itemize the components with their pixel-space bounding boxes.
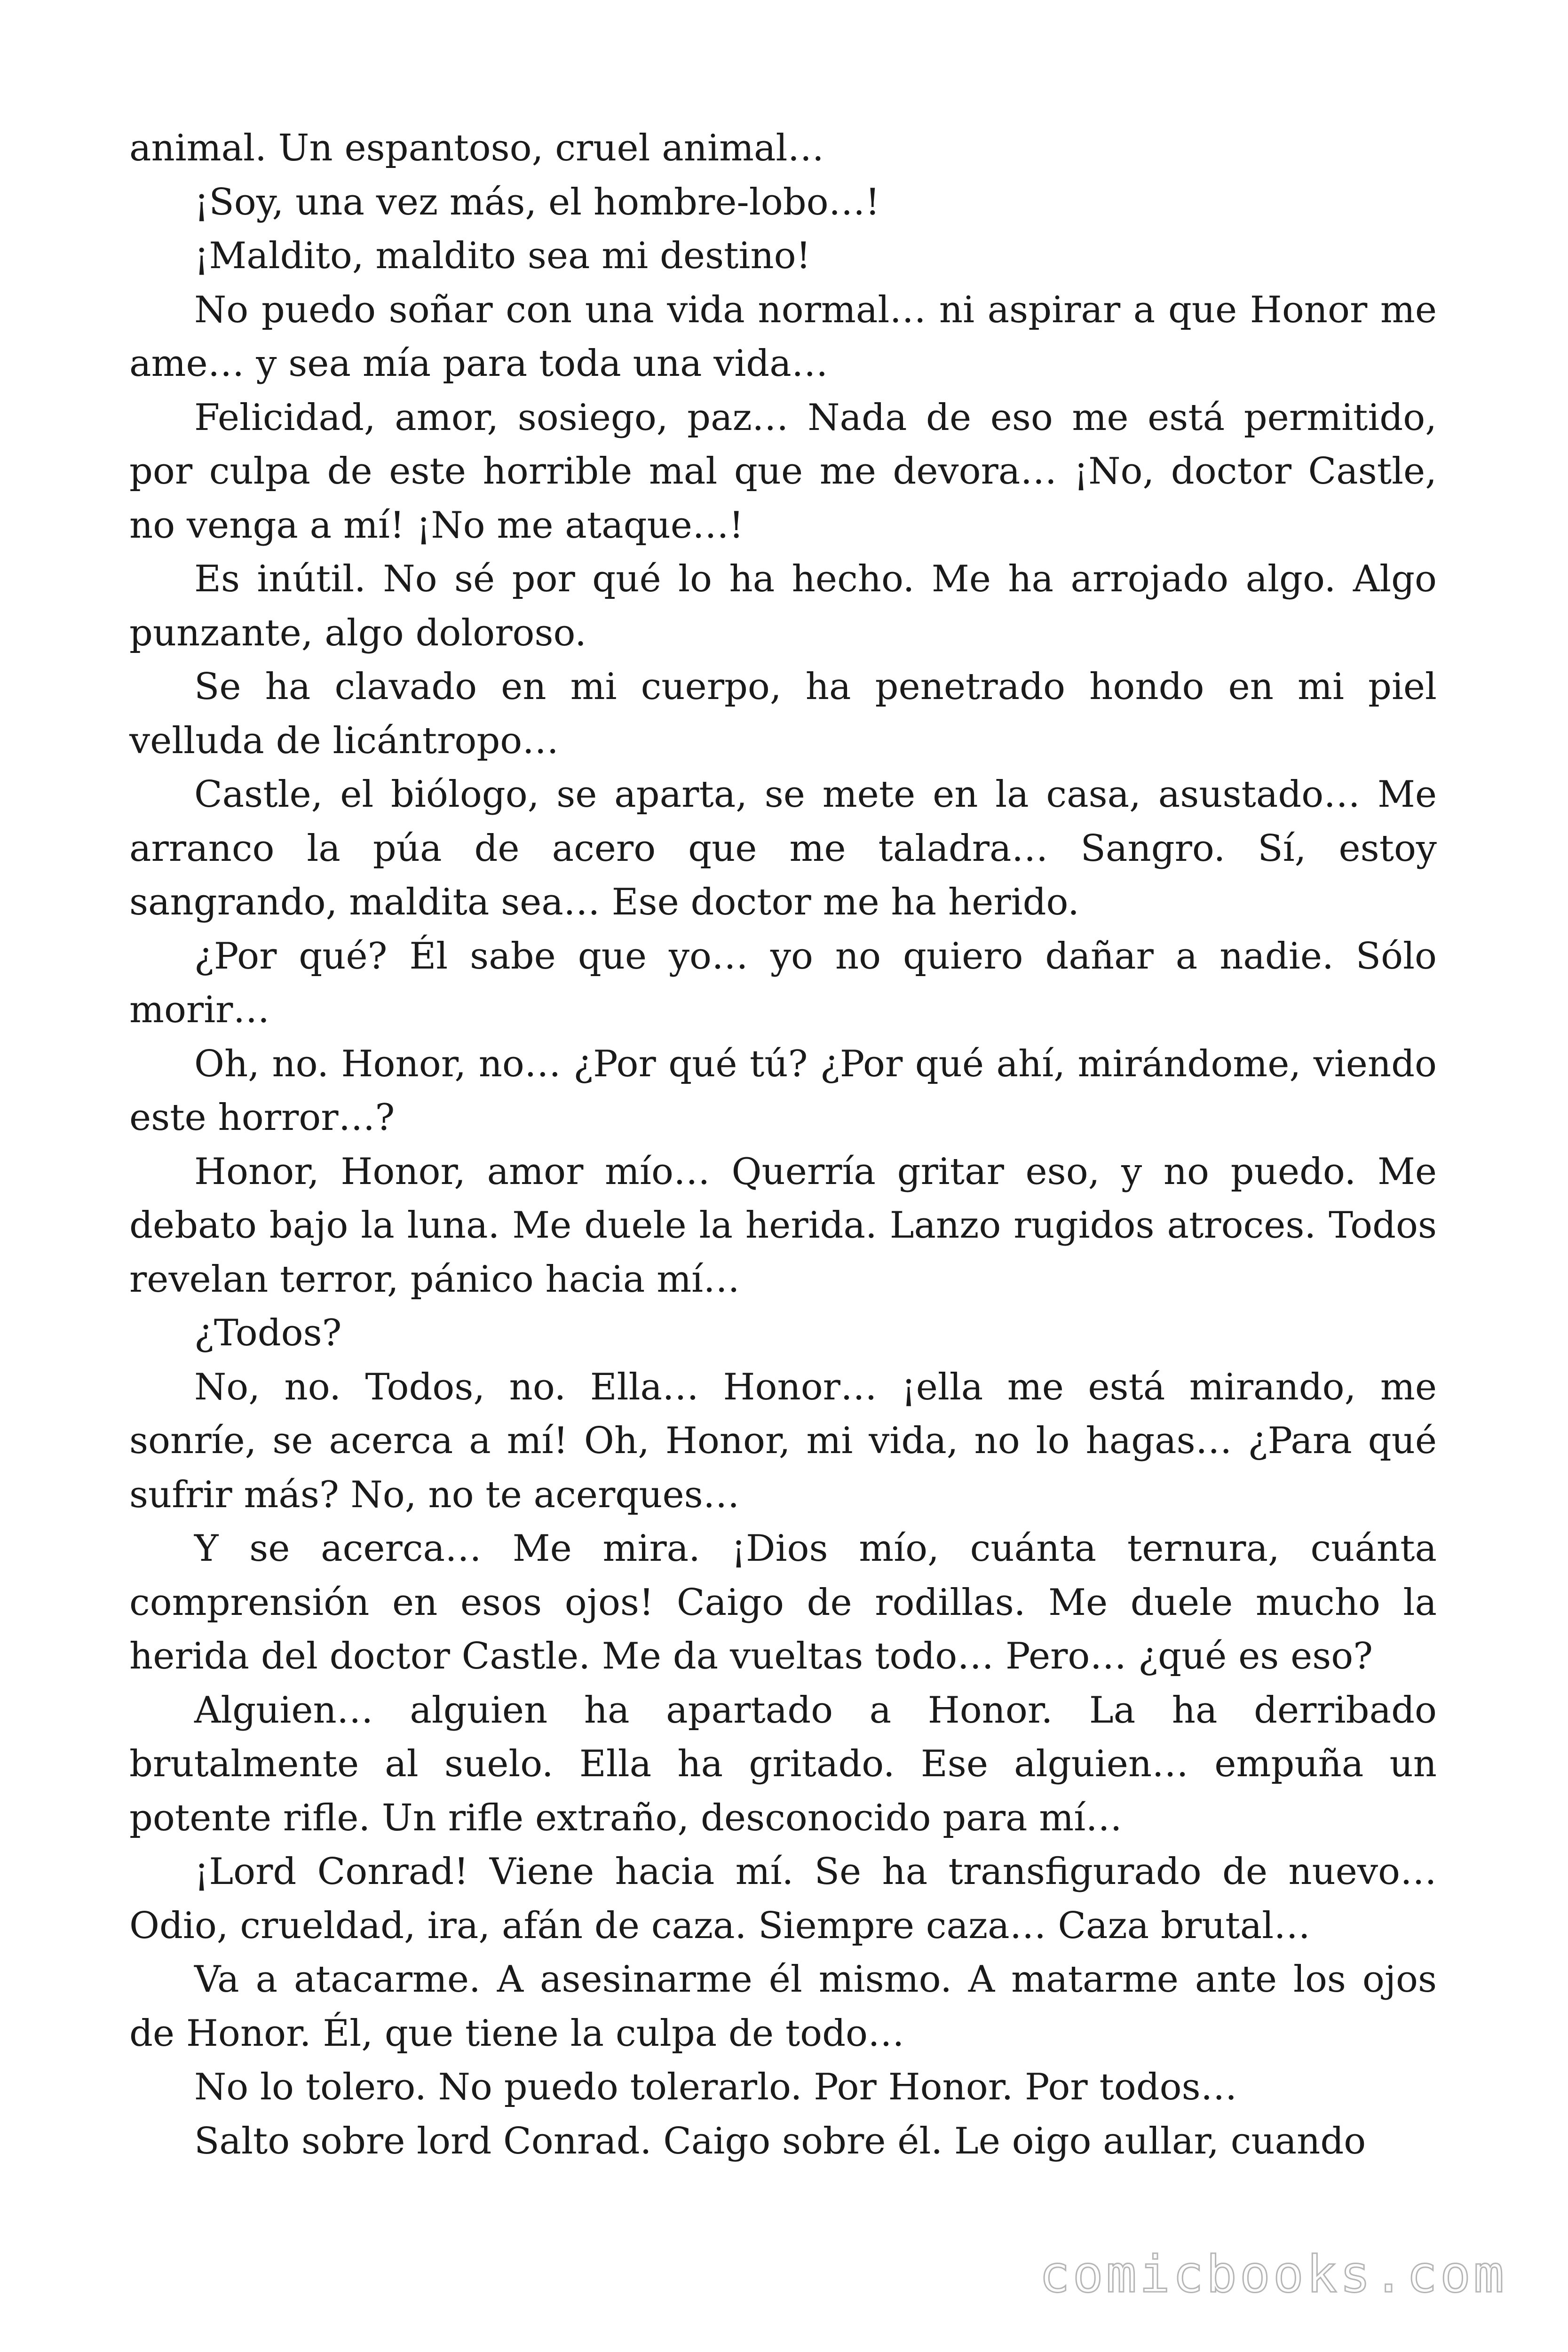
- paragraph: Alguien… alguien ha apartado a Honor. La ha derribado brutalmente al suelo. Ella ha gritado. Ese alguien… empuña un potente rifle. Un rifle extraño, desconocido para mí…: [129, 1689, 1437, 1839]
- watermark: comicbooks.com: [1039, 2245, 1507, 2304]
- paragraph: ¿Por qué? Él sabe que yo… yo no quiero dañar a nadie. Sólo morir…: [129, 935, 1437, 1031]
- paragraph: No puedo soñar con una vida normal… ni aspirar a que Honor me ame… y sea mía para toda una vida…: [129, 288, 1437, 385]
- paragraph: Va a atacarme. A asesinarme él mismo. A matarme ante los ojos de Honor. Él, que tiene la culpa de todo…: [129, 1958, 1437, 2055]
- paragraph: Honor, Honor, amor mío… Querría gritar eso, y no puedo. Me debato bajo la luna. Me duele la herida. Lanzo rugidos atroces. Todos revelan terror, pánico hacia mí…: [129, 1150, 1437, 1301]
- paragraph: ¡Soy, una vez más, el hombre-lobo…!: [194, 181, 880, 223]
- paragraph: animal. Un espantoso, cruel animal…: [129, 127, 824, 169]
- paragraph: No, no. Todos, no. Ella… Honor… ¡ella me está mirando, me sonríe, se acerca a mí! Oh, Honor, mi vida, no lo hagas… ¿Para qué sufrir más? No, no te acerques…: [129, 1366, 1437, 1516]
- paragraph: Oh, no. Honor, no… ¿Por qué tú? ¿Por qué ahí, mirándome, viendo este horror…?: [129, 1042, 1437, 1139]
- paragraph: Salto sobre lord Conrad. Caigo sobre él. Le oigo aullar, cuando: [194, 2120, 1366, 2162]
- paragraph: No lo tolero. No puedo tolerarlo. Por Honor. Por todos…: [194, 2066, 1237, 2108]
- paragraph: Y se acerca… Me mira. ¡Dios mío, cuánta ternura, cuánta comprensión en esos ojos! Caigo de rodillas. Me duele mucho la herida del doctor Castle. Me da vueltas todo… Pero… ¿qué es eso?: [129, 1527, 1437, 1677]
- body-text: [129, 121, 1437, 2168]
- paragraph: ¿Todos?: [194, 1312, 342, 1354]
- paragraph: ¡Lord Conrad! Viene hacia mí. Se ha transfigurado de nuevo… Odio, crueldad, ira, afán de caza. Siempre caza… Caza brutal…: [129, 1851, 1437, 1947]
- paragraph: Se ha clavado en mi cuerpo, ha penetrado hondo en mi piel velluda de licántropo…: [129, 666, 1437, 762]
- paragraph: Felicidad, amor, sosiego, paz… Nada de eso me está permitido, por culpa de este horrible mal que me devora… ¡No, doctor Castle, no venga a mí! ¡No me ataque…!: [129, 396, 1437, 547]
- paragraph: ¡Maldito, maldito sea mi destino!: [194, 235, 811, 277]
- paragraph: Es inútil. No sé por qué lo ha hecho. Me ha arrojado algo. Algo punzante, algo doloroso.: [129, 558, 1437, 654]
- paragraph: Castle, el biólogo, se aparta, se mete en la casa, asustado… Me arranco la púa de acero que me taladra… Sangro. Sí, estoy sangrando, maldita sea… Ese doctor me ha herido.: [129, 773, 1437, 923]
